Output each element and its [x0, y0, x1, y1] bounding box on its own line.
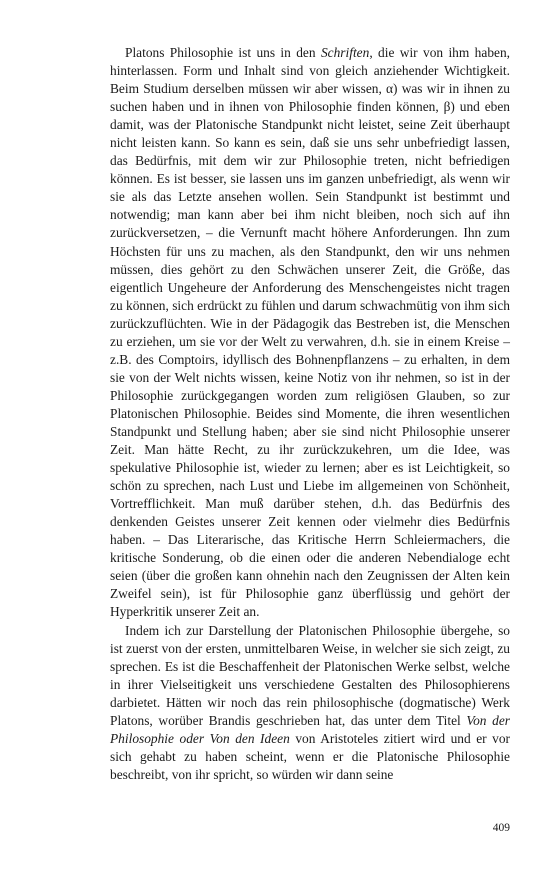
paragraph-2: [110, 622, 510, 784]
paragraph-1-seg-2-italic: Schriften: [320, 45, 370, 60]
paragraph-1-seg-3: , die wir von ihm haben, hinterlassen. Form und Inhalt sind von gleich anziehender Wichtigkeit. Beim Studium derselben müssen wir aber wissen, α) was wir in ihnen zu suchen haben und in ihnen von Philosophie finden können, β) und eben damit, was der Platonische Standpunkt nicht leistet, seine Zeit überhaupt nicht leisten kann. So kann es sein, daß sie uns sehr unbefriedigt lassen, das Bedürfnis, mit dem wir zur Philosophie treten, nicht befriedigen können. Es ist besser, sie lassen uns im ganzen unbefriedigt, als wenn wir sie als das Letzte ansehen wollen. Sein Standpunkt ist bestimmt und notwendig; man kann aber bei ihm nicht bleiben, noch sich auf ihn zurückversetzen, – die Vernunft macht höhere Anforderungen. Ihn zum Höchsten für uns zu machen, als den Standpunkt, den wir uns nehmen müssen, dies gehört zu den Schwächen unserer Zeit, die Größe, das eigentlich Ungeheure der Anforderung des Menschengeistes nicht tragen zu können, sich erdrückt zu fühlen und darum schwachmütig von ihm sich zurückzuflüchten. Wie in der Pädagogik das Bestreben ist, die Menschen zu erziehen, um sie vor der Welt zu verwahren, d.h. sie in einem Kreise – z.B. des Comptoirs, idyllisch des Bohnenpflanzens – zu erhalten, in dem sie von der Welt nichts wissen, keine Notiz von ihr nehmen, so ist in der Philosophie zurückgegangen worden zum religiösen Glauben, so zur Platonischen Philosophie. Beides sind Momente, die ihren wesentlichen Standpunkt und Stellung haben; aber sie sind nicht Philosophie unserer Zeit. Man hätte Recht, zu ihr zurückzukehren, um die Idee, was spekulative Philosophie ist, wieder zu lernen; aber es ist Leichtigkeit, so schön zu sprechen, nach Lust und Liebe im allgemeinen von Schönheit, Vortrefflichkeit. Man muß darüber stehen, d.h. das Bedürfnis des denkenden Geistes unserer Zeit kennen oder vielmehr dies Bedürfnis haben. – Das Literarische, das Kritische Herrn Schleiermachers, die kritische Sonderung, ob die einen oder die anderen Nebendialoge echt seien (über die großen kann ohnehin nach den Zeugnissen der Alten kein Zweifel sein), ist für Philosophie ganz überflüssig und gehört der Hyperkritik unserer Zeit an.: [110, 45, 510, 620]
paragraph-1-seg-1: Platons Philosophie ist uns in den: [125, 45, 321, 60]
paragraph-1: [110, 44, 510, 622]
page-number: 409: [492, 822, 510, 834]
paragraph-2-seg-3: von Aristoteles zitiert wird und er vor sich gehabt zu haben scheint, wenn er die Platonische Philosophie beschreibt, von ihr spricht, so würden wir dann seine: [110, 730, 510, 782]
paragraph-2-seg-2-italic: Von der Philosophie oder Von den Ideen: [110, 712, 510, 746]
page-body: [110, 44, 510, 784]
paragraph-2-seg-1: Indem ich zur Darstellung der Platonischen Philosophie übergehe, so ist zuerst von der ersten, unmittelbaren Weise, in welcher sie sich zeigt, zu sprechen. Es ist die Beschaffenheit der Platonischen Werke selbst, welche in ihrer Vielseitigkeit uns verschiedene Gestalten des Philosophierens darbietet. Hätten wir noch das rein philosophische (dogmatische) Werk Platons, worüber Brandis geschrieben hat, das unter dem Titel: [110, 622, 510, 728]
